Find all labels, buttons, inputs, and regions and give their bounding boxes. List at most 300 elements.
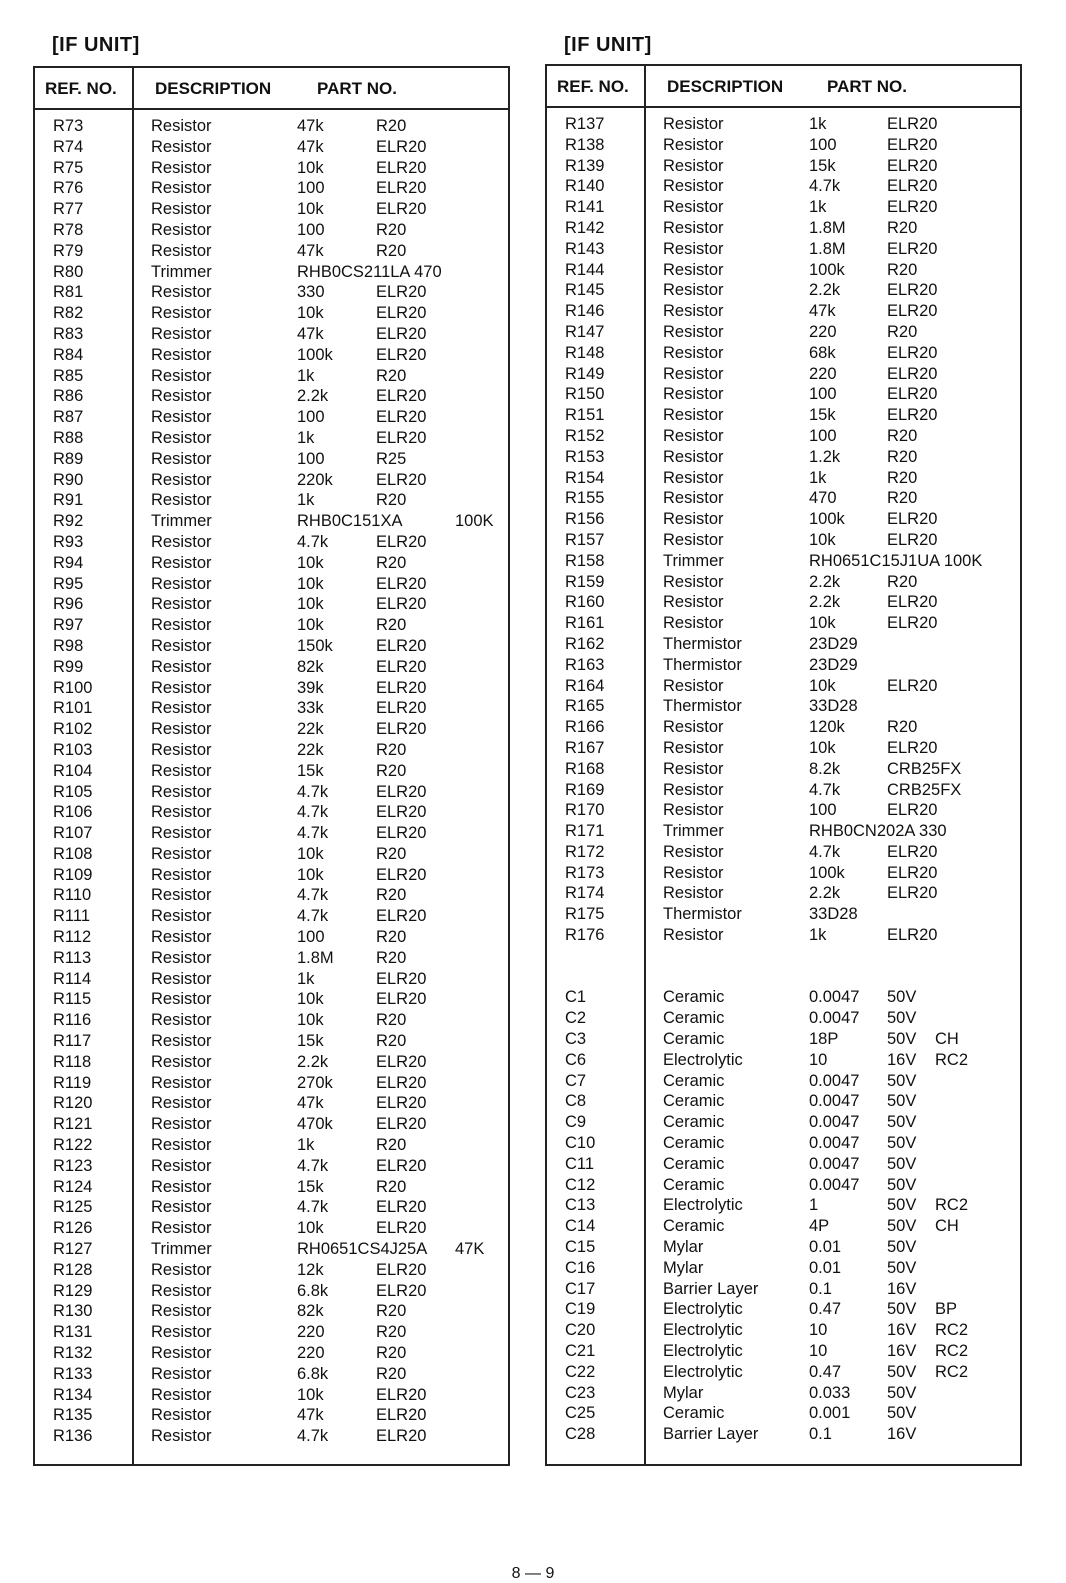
description-cell: Resistor: [151, 387, 212, 406]
description-cell: Resistor: [151, 220, 212, 239]
description-cell: Resistor: [663, 676, 724, 695]
table-row: [547, 197, 1020, 218]
ref-no-cell: R84: [53, 345, 84, 364]
description-cell: Mylar: [663, 1383, 704, 1402]
value-cell: 47k: [297, 137, 324, 156]
description-cell: Resistor: [151, 1094, 212, 1113]
table-row: [35, 969, 508, 990]
rating-cell: ELR20: [887, 530, 938, 549]
description-cell: Resistor: [151, 241, 212, 260]
value-cell: 1k: [297, 491, 315, 510]
table-row: [35, 636, 508, 657]
description-cell: Resistor: [151, 824, 212, 843]
rating-cell: R20: [887, 718, 918, 737]
value-cell: RH0651C15J1UA 100K: [809, 551, 983, 570]
rating-cell: 50V: [887, 1383, 917, 1402]
ref-no-cell: R136: [53, 1427, 93, 1446]
ref-no-cell: C13: [565, 1196, 596, 1215]
ref-no-cell: R166: [565, 718, 605, 737]
description-cell: Resistor: [151, 366, 212, 385]
rating-cell: ELR20: [887, 385, 938, 404]
ref-no-cell: R163: [565, 655, 605, 674]
description-cell: Thermistor: [663, 634, 742, 653]
value-cell: 220k: [297, 470, 333, 489]
ref-no-cell: R152: [565, 426, 605, 445]
table-row: [35, 698, 508, 719]
value-cell: 10k: [809, 614, 836, 633]
rating-cell: 50V: [887, 1071, 917, 1090]
description-cell: Resistor: [151, 699, 212, 718]
description-cell: Ceramic: [663, 1113, 725, 1132]
rating-cell: R20: [887, 426, 918, 445]
rating-cell: 50V: [887, 1175, 917, 1194]
ref-no-cell: R175: [565, 905, 605, 924]
table-row: [35, 1281, 508, 1302]
table-row: [547, 1299, 1020, 1320]
ref-no-cell: C17: [565, 1279, 596, 1298]
rating-cell: ELR20: [376, 990, 427, 1009]
description-cell: Resistor: [663, 572, 724, 591]
rating-cell: ELR20: [887, 198, 938, 217]
table-row: [547, 156, 1020, 177]
description-cell: Resistor: [151, 1052, 212, 1071]
rating-cell: ELR20: [376, 1260, 427, 1279]
rating-cell: R20: [376, 553, 407, 572]
value-cell: 220: [809, 364, 837, 383]
ref-no-cell: R92: [53, 512, 84, 531]
rating-cell: ELR20: [376, 158, 427, 177]
rating-cell: ELR20: [887, 738, 938, 757]
description-cell: Mylar: [663, 1238, 704, 1257]
table-row: [547, 405, 1020, 426]
rating-cell: ELR20: [376, 1427, 427, 1446]
rating-cell: ELR20: [887, 281, 938, 300]
table-row: [35, 802, 508, 823]
ref-no-cell: R104: [53, 761, 93, 780]
ref-no-cell: R133: [53, 1364, 93, 1383]
table-row: [547, 759, 1020, 780]
table-row: [35, 844, 508, 865]
table-row: [547, 592, 1020, 613]
rating-cell: 16V: [887, 1279, 917, 1298]
value-cell: 220: [297, 1344, 325, 1363]
rating-cell: R20: [376, 241, 407, 260]
ref-no-cell: C14: [565, 1217, 596, 1236]
description-cell: Resistor: [151, 678, 212, 697]
ref-no-cell: R165: [565, 697, 605, 716]
table-row: [547, 1383, 1020, 1404]
table-row: [547, 780, 1020, 801]
rating-cell: ELR20: [376, 304, 427, 323]
ref-no-cell: C9: [565, 1113, 587, 1132]
value-cell: 100: [809, 385, 837, 404]
header-ref-no: REF. NO.: [557, 77, 629, 96]
description-cell: Electrolytic: [663, 1321, 743, 1340]
description-cell: Resistor: [151, 1115, 212, 1134]
rating-cell: ELR20: [376, 1406, 427, 1425]
description-cell: Resistor: [663, 177, 724, 196]
value-cell: 6.8k: [297, 1281, 329, 1300]
rating-cell: ELR20: [376, 428, 427, 447]
value-cell: 4.7k: [297, 532, 329, 551]
value-cell: 47k: [297, 1406, 324, 1425]
rating-cell: ELR20: [887, 156, 938, 175]
value-cell: 0.0047: [809, 1175, 860, 1194]
description-cell: Ceramic: [663, 1217, 725, 1236]
rating-cell: R20: [887, 218, 918, 237]
table-row: [35, 1010, 508, 1031]
ref-no-cell: R89: [53, 449, 84, 468]
description-cell: Resistor: [151, 491, 212, 510]
ref-no-cell: R129: [53, 1281, 93, 1300]
value-cell: 100: [809, 135, 837, 154]
ref-no-cell: R97: [53, 616, 84, 635]
rating-cell: R20: [887, 322, 918, 341]
value-cell: 10k: [809, 530, 836, 549]
description-cell: Resistor: [151, 657, 212, 676]
value-cell: 47k: [297, 324, 324, 343]
ref-no-cell: R154: [565, 468, 605, 487]
value-cell: 33D28: [809, 697, 858, 716]
left-unit-title: [IF UNIT]: [52, 34, 140, 56]
value-cell: 10: [809, 1342, 828, 1361]
rating-cell: 50V: [887, 1217, 917, 1236]
table-row: [547, 1195, 1020, 1216]
value-cell: RH0651CS4J25A: [297, 1240, 428, 1259]
rating-cell: R20: [887, 468, 918, 487]
value-cell: 47k: [297, 241, 324, 260]
rating-cell: 16V: [887, 1425, 917, 1444]
ref-no-cell: C7: [565, 1071, 587, 1090]
table-row: [547, 800, 1020, 821]
ref-no-cell: R114: [53, 969, 92, 988]
table-row: [35, 1197, 508, 1218]
table-row: [547, 821, 1020, 842]
description-cell: Resistor: [151, 990, 212, 1009]
ref-no-cell: R91: [53, 491, 84, 510]
table-row: [35, 158, 508, 179]
ref-no-cell: C6: [565, 1050, 587, 1069]
left-table-header: [35, 68, 508, 110]
ref-no-cell: R148: [565, 343, 605, 362]
ref-no-cell: R161: [565, 614, 605, 633]
description-cell: Resistor: [151, 1323, 212, 1342]
rating-cell: ELR20: [376, 1052, 427, 1071]
table-row: [35, 303, 508, 324]
value-cell: 68k: [809, 343, 836, 362]
rating-cell: ELR20: [376, 1385, 427, 1404]
description-cell: Barrier Layer: [663, 1279, 759, 1298]
value-cell: 4.7k: [297, 886, 329, 905]
rating-cell: ELR20: [887, 614, 938, 633]
rating-cell: 50V: [887, 1092, 917, 1111]
table-row: [547, 842, 1020, 863]
value-cell: 10: [809, 1050, 828, 1069]
extra-cell: BP: [935, 1300, 958, 1319]
description-cell: Resistor: [663, 447, 724, 466]
table-row: [35, 678, 508, 699]
description-cell: Resistor: [151, 886, 212, 905]
description-cell: Resistor: [151, 574, 212, 593]
ref-no-cell: R167: [565, 738, 605, 757]
rating-cell: R20: [376, 928, 407, 947]
description-cell: Resistor: [151, 1032, 212, 1051]
rating-cell: ELR20: [887, 115, 938, 133]
value-cell: 220: [809, 322, 837, 341]
table-row: [35, 449, 508, 470]
table-row: [35, 532, 508, 553]
ref-no-cell: R164: [565, 676, 605, 695]
value-cell: 1.8M: [809, 239, 846, 258]
rating-cell: 50V: [887, 1134, 917, 1153]
table-row: [35, 1156, 508, 1177]
rating-cell: R20: [376, 844, 407, 863]
table-row: [547, 613, 1020, 634]
table-row: [547, 280, 1020, 301]
value-cell: 4P: [809, 1217, 830, 1236]
value-cell: 10k: [297, 304, 324, 323]
ref-no-cell: C8: [565, 1092, 587, 1111]
table-row: [547, 1154, 1020, 1175]
description-cell: Resistor: [663, 780, 724, 799]
rating-cell: R20: [376, 1302, 407, 1321]
value-cell: 47k: [297, 1094, 324, 1113]
ref-no-cell: R138: [565, 135, 605, 154]
description-cell: Resistor: [151, 1281, 212, 1300]
rating-cell: R20: [376, 220, 407, 239]
description-cell: Resistor: [663, 863, 724, 882]
table-row: [35, 1426, 508, 1447]
ref-no-cell: C23: [565, 1383, 596, 1402]
description-cell: Resistor: [151, 553, 212, 572]
value-cell: 8.2k: [809, 759, 841, 778]
value-cell: 2.2k: [809, 884, 841, 903]
description-cell: Resistor: [663, 135, 724, 154]
table-row: [547, 1258, 1020, 1279]
value-cell: 120k: [809, 718, 845, 737]
extra-cell: CH: [935, 1217, 959, 1236]
ref-no-cell: R150: [565, 385, 605, 404]
value-cell: 100: [297, 220, 325, 239]
ref-no-cell: R93: [53, 532, 84, 551]
rating-cell: ELR20: [376, 1219, 427, 1238]
value-cell: 15k: [297, 761, 324, 780]
rating-cell: ELR20: [887, 177, 938, 196]
description-cell: Resistor: [663, 593, 724, 612]
value-cell: 1.8M: [809, 218, 846, 237]
ref-no-cell: R157: [565, 530, 605, 549]
table-row: [35, 1322, 508, 1343]
ref-no-cell: R147: [565, 322, 605, 341]
value-cell: 100: [809, 801, 837, 820]
description-cell: Resistor: [151, 948, 212, 967]
table-row: [547, 676, 1020, 697]
ref-no-cell: C11: [565, 1154, 595, 1173]
table-row: [547, 738, 1020, 759]
rating-cell: ELR20: [887, 863, 938, 882]
description-cell: Ceramic: [663, 1404, 725, 1423]
ref-no-cell: C19: [565, 1300, 596, 1319]
table-row: [35, 345, 508, 366]
ref-no-cell: C16: [565, 1258, 596, 1277]
description-cell: Resistor: [663, 364, 724, 383]
table-row: [35, 407, 508, 428]
rating-cell: ELR20: [887, 302, 938, 321]
rating-cell: ELR20: [887, 593, 938, 612]
ref-no-cell: R120: [53, 1094, 93, 1113]
rating-cell: R20: [376, 616, 407, 635]
value-cell: 82k: [297, 1302, 324, 1321]
ref-no-cell: R77: [53, 200, 84, 219]
ref-no-cell: R112: [53, 928, 92, 947]
value-cell: 10k: [297, 990, 324, 1009]
description-cell: Resistor: [151, 616, 212, 635]
table-row: [547, 447, 1020, 468]
rating-cell: ELR20: [376, 1073, 427, 1092]
value-cell: 4.7k: [809, 177, 841, 196]
ref-no-cell: R108: [53, 844, 93, 863]
description-cell: Trimmer: [663, 822, 724, 841]
value-cell: 0.01: [809, 1258, 842, 1277]
table-row: [547, 1175, 1020, 1196]
description-cell: Resistor: [151, 1260, 212, 1279]
value-cell: 2.2k: [297, 1052, 329, 1071]
ref-no-cell: R85: [53, 366, 84, 385]
table-row: [547, 1071, 1020, 1092]
ref-no-cell: C22: [565, 1362, 596, 1381]
ref-no-cell: R109: [53, 865, 93, 884]
rating-cell: ELR20: [376, 595, 427, 614]
table-row: [547, 114, 1020, 135]
extra-cell: RC2: [935, 1196, 969, 1215]
header-description: DESCRIPTION: [667, 77, 784, 96]
description-cell: Resistor: [151, 200, 212, 219]
table-row: [35, 574, 508, 595]
description-cell: Resistor: [151, 1427, 212, 1446]
description-cell: Resistor: [663, 489, 724, 508]
table-row: [547, 572, 1020, 593]
description-cell: Resistor: [151, 324, 212, 343]
table-row: [547, 468, 1020, 489]
value-cell: 470k: [297, 1115, 333, 1134]
rating-cell: 50V: [887, 1030, 917, 1049]
value-cell: 0.01: [809, 1238, 842, 1257]
description-cell: Resistor: [151, 1073, 212, 1092]
table-row: [547, 176, 1020, 197]
value-cell: 1.8M: [297, 948, 334, 967]
description-cell: Resistor: [663, 115, 724, 133]
value-cell: 2.2k: [809, 572, 841, 591]
table-row: [35, 241, 508, 262]
table-row: [35, 178, 508, 199]
table-row: [35, 137, 508, 158]
value-cell: 0.1: [809, 1425, 832, 1444]
rating-cell: ELR20: [887, 801, 938, 820]
rating-cell: R20: [376, 948, 407, 967]
ref-no-cell: C28: [565, 1425, 596, 1444]
description-cell: Ceramic: [663, 1175, 725, 1194]
ref-no-cell: C2: [565, 1009, 587, 1028]
ref-no-cell: R174: [565, 884, 605, 903]
description-cell: Resistor: [663, 156, 724, 175]
ref-no-cell: R90: [53, 470, 84, 489]
table-row: [547, 1424, 1020, 1445]
value-cell: 33k: [297, 699, 324, 718]
table-row: [35, 657, 508, 678]
rating-cell: R20: [376, 1032, 407, 1051]
value-cell: 1k: [809, 115, 827, 133]
ref-no-cell: R130: [53, 1302, 93, 1321]
table-row: [35, 1177, 508, 1198]
table-row: [35, 740, 508, 761]
description-cell: Resistor: [151, 158, 212, 177]
ref-no-cell: R126: [53, 1219, 93, 1238]
description-cell: Ceramic: [663, 1092, 725, 1111]
value-cell: RHB0C151XA: [297, 512, 403, 531]
value-cell: 10k: [297, 595, 324, 614]
table-row: [547, 135, 1020, 156]
ref-no-cell: R162: [565, 634, 605, 653]
table-row: [35, 1260, 508, 1281]
value-cell: 10k: [809, 738, 836, 757]
value-cell: 1: [809, 1196, 819, 1215]
ref-no-cell: R141: [565, 198, 605, 217]
rating-cell: 50V: [887, 1113, 917, 1132]
ref-no-cell: C12: [565, 1175, 596, 1194]
description-cell: Resistor: [151, 345, 212, 364]
table-row: [547, 1320, 1020, 1341]
rating-cell: ELR20: [376, 782, 427, 801]
value-cell: 1k: [809, 198, 827, 217]
ref-no-cell: C3: [565, 1030, 587, 1049]
description-cell: Resistor: [151, 782, 212, 801]
rating-cell: R20: [887, 572, 918, 591]
rating-cell: ELR20: [887, 239, 938, 258]
rating-cell: ELR20: [887, 510, 938, 529]
ref-no-cell: R76: [53, 179, 84, 198]
table-row: [35, 1114, 508, 1135]
table-row: [35, 1093, 508, 1114]
table-row: [35, 906, 508, 927]
description-cell: Resistor: [151, 761, 212, 780]
ref-no-cell: R86: [53, 387, 84, 406]
value-cell: 0.0047: [809, 1154, 860, 1173]
value-cell: 4.7k: [297, 1198, 329, 1217]
table-row: [547, 488, 1020, 509]
ref-no-cell: R74: [53, 137, 84, 156]
table-row: [35, 885, 508, 906]
value-cell: 47k: [297, 117, 324, 135]
description-cell: Resistor: [663, 239, 724, 258]
table-row: [547, 863, 1020, 884]
ref-no-cell: R125: [53, 1198, 93, 1217]
rating-cell: R20: [887, 489, 918, 508]
value-cell: 1k: [297, 366, 315, 385]
right-unit-title: [IF UNIT]: [564, 34, 652, 56]
description-cell: Resistor: [151, 304, 212, 323]
rating-cell: 16V: [887, 1050, 917, 1069]
value-cell: 0.0047: [809, 1009, 860, 1028]
description-cell: Resistor: [151, 1011, 212, 1030]
description-cell: Resistor: [151, 1364, 212, 1383]
rating-cell: ELR20: [376, 1094, 427, 1113]
value-cell: 10k: [297, 1219, 324, 1238]
description-cell: Electrolytic: [663, 1050, 743, 1069]
value-cell: 0.033: [809, 1383, 851, 1402]
table-row: [547, 301, 1020, 322]
value-cell: 22k: [297, 740, 324, 759]
table-row: [547, 967, 1020, 988]
